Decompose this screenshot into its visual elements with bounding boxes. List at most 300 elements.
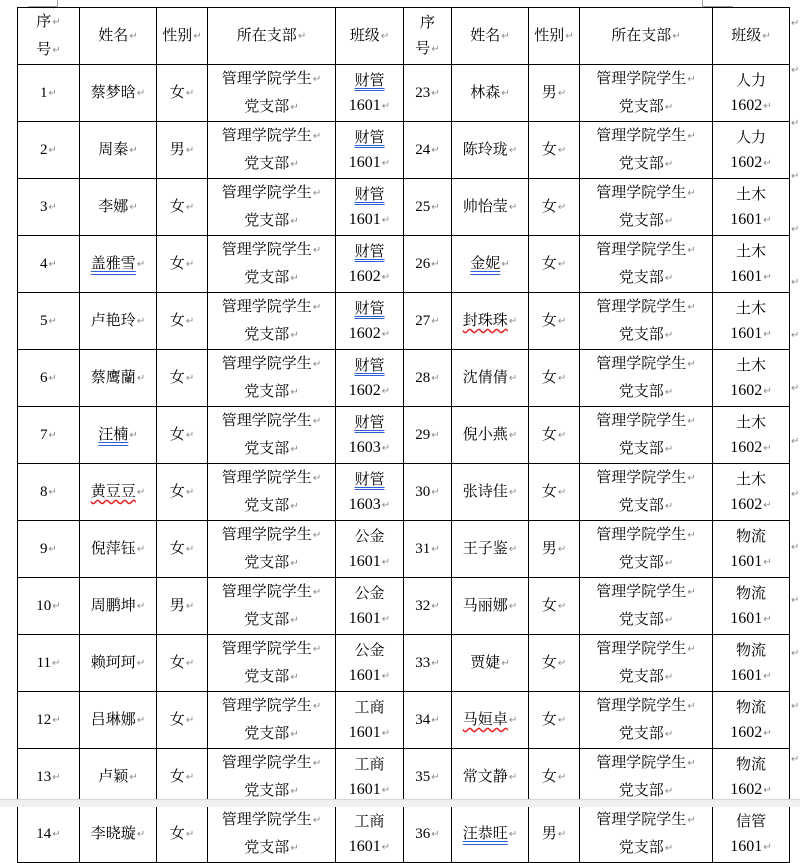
branch-line-2: 党支部 bbox=[618, 838, 664, 856]
header-gender: 性别↵ bbox=[157, 8, 208, 65]
paragraph-mark: ↵ bbox=[290, 501, 299, 512]
cell-name[interactable] bbox=[80, 578, 157, 635]
paragraph-mark: ↵ bbox=[664, 729, 674, 740]
row-end-mark: ↵ bbox=[791, 648, 800, 659]
paragraph-mark: ↵ bbox=[664, 387, 674, 398]
class-number: 1602 bbox=[730, 438, 763, 456]
table-row bbox=[18, 350, 790, 407]
cell-name[interactable] bbox=[452, 407, 529, 464]
cell-name[interactable] bbox=[452, 122, 529, 179]
cell-class[interactable] bbox=[713, 521, 790, 578]
cell-gender[interactable] bbox=[157, 692, 208, 749]
cell-seq[interactable] bbox=[18, 464, 80, 521]
cell-class[interactable] bbox=[336, 350, 404, 407]
paragraph-mark: ↵ bbox=[763, 271, 772, 283]
cell-class[interactable] bbox=[336, 578, 404, 635]
class-number: 1602 bbox=[730, 96, 763, 114]
class-number: 1601 bbox=[348, 153, 381, 171]
cell-name[interactable] bbox=[80, 635, 157, 692]
seq-value: 33 bbox=[415, 654, 431, 671]
cell-seq[interactable] bbox=[18, 350, 80, 407]
cell-branch[interactable] bbox=[208, 236, 336, 293]
cell-name[interactable] bbox=[452, 749, 529, 806]
cell-gender[interactable] bbox=[157, 407, 208, 464]
paragraph-mark: ↵ bbox=[557, 601, 567, 612]
member-name: 黄豆豆 bbox=[90, 482, 136, 500]
cell-seq[interactable] bbox=[18, 749, 80, 806]
paragraph-mark: ↵ bbox=[557, 430, 567, 441]
cell-gender[interactable] bbox=[529, 293, 580, 350]
paragraph-mark: ↵ bbox=[381, 499, 391, 511]
paragraph-mark: ↵ bbox=[763, 385, 772, 397]
cell-class[interactable] bbox=[713, 236, 790, 293]
cell-gender[interactable] bbox=[529, 407, 580, 464]
paragraph-mark: ↵ bbox=[431, 429, 440, 441]
paragraph-mark: ↵ bbox=[48, 543, 57, 555]
member-name: 马丽娜 bbox=[462, 596, 508, 614]
cell-gender[interactable] bbox=[157, 293, 208, 350]
cell-seq[interactable] bbox=[404, 179, 452, 236]
cell-seq[interactable] bbox=[404, 692, 452, 749]
cell-name[interactable] bbox=[452, 692, 529, 749]
cell-class[interactable] bbox=[713, 635, 790, 692]
paragraph-mark: ↵ bbox=[557, 202, 567, 213]
paragraph-mark: ↵ bbox=[431, 315, 440, 327]
cell-class[interactable] bbox=[713, 293, 790, 350]
cell-gender[interactable] bbox=[529, 236, 580, 293]
gender-value: 女 bbox=[169, 311, 185, 329]
paragraph-mark: ↵ bbox=[687, 815, 696, 826]
cell-name[interactable] bbox=[452, 635, 529, 692]
cell-name[interactable] bbox=[80, 293, 157, 350]
cell-gender[interactable] bbox=[529, 692, 580, 749]
row-end-mark: ↵ bbox=[791, 595, 800, 606]
cell-name[interactable] bbox=[452, 464, 529, 521]
cell-gender[interactable] bbox=[157, 464, 208, 521]
cell-seq[interactable] bbox=[404, 350, 452, 407]
branch-line-2: 党支部 bbox=[244, 439, 290, 457]
cell-name[interactable] bbox=[452, 293, 529, 350]
cell-branch[interactable] bbox=[580, 749, 713, 806]
cell-branch[interactable] bbox=[580, 578, 713, 635]
cell-gender[interactable] bbox=[157, 350, 208, 407]
gender-value: 女 bbox=[169, 425, 185, 443]
paragraph-mark: ↵ bbox=[290, 444, 299, 455]
paragraph-mark: ↵ bbox=[312, 131, 322, 142]
paragraph-mark: ↵ bbox=[381, 214, 391, 226]
paragraph-mark: ↵ bbox=[312, 473, 322, 484]
cell-name[interactable] bbox=[452, 236, 529, 293]
cell-gender[interactable] bbox=[529, 464, 580, 521]
branch-line-1: 管理学院学生 bbox=[596, 525, 687, 543]
cell-class[interactable] bbox=[713, 65, 790, 122]
paragraph-mark: ↵ bbox=[431, 372, 440, 384]
cell-gender[interactable] bbox=[157, 521, 208, 578]
cell-gender[interactable] bbox=[157, 122, 208, 179]
cell-seq[interactable] bbox=[18, 65, 80, 122]
cell-class[interactable] bbox=[713, 350, 790, 407]
paragraph-mark: ↵ bbox=[185, 259, 195, 270]
paragraph-mark: ↵ bbox=[312, 188, 322, 199]
class-number: 1602 bbox=[348, 267, 381, 285]
seq-value: 35 bbox=[415, 768, 431, 785]
cell-seq[interactable] bbox=[404, 521, 452, 578]
class-major: 财管 bbox=[354, 241, 385, 260]
cell-name[interactable] bbox=[452, 521, 529, 578]
paragraph-mark: ↵ bbox=[129, 145, 138, 156]
paragraph-mark: ↵ bbox=[290, 558, 299, 569]
cell-gender[interactable] bbox=[529, 122, 580, 179]
header-class: 班级↵ bbox=[336, 8, 404, 65]
cell-class[interactable] bbox=[336, 65, 404, 122]
cell-gender[interactable] bbox=[529, 65, 580, 122]
cell-seq[interactable] bbox=[404, 236, 452, 293]
cell-gender[interactable] bbox=[529, 179, 580, 236]
paragraph-mark: ↵ bbox=[557, 88, 567, 99]
paragraph-mark: ↵ bbox=[763, 670, 772, 682]
page-corner-mark-right bbox=[702, 0, 733, 7]
branch-line-2: 党支部 bbox=[244, 268, 290, 286]
cell-branch[interactable] bbox=[580, 236, 713, 293]
seq-value: 26 bbox=[415, 255, 431, 272]
branch-line-1: 管理学院学生 bbox=[596, 753, 687, 771]
paragraph-mark: ↵ bbox=[48, 144, 57, 156]
cell-name[interactable] bbox=[80, 464, 157, 521]
paragraph-mark: ↵ bbox=[664, 672, 674, 683]
cell-class[interactable] bbox=[336, 293, 404, 350]
seq-value: 11 bbox=[36, 654, 52, 671]
branch-line-1: 管理学院学生 bbox=[221, 126, 312, 144]
paragraph-mark: ↵ bbox=[48, 486, 57, 498]
member-name: 李娜 bbox=[98, 197, 129, 215]
cell-name[interactable] bbox=[80, 179, 157, 236]
cell-class[interactable] bbox=[336, 407, 404, 464]
cell-name[interactable] bbox=[80, 692, 157, 749]
cell-class[interactable] bbox=[713, 179, 790, 236]
class-number: 1601 bbox=[348, 552, 381, 570]
table-row bbox=[18, 749, 790, 806]
cell-name[interactable] bbox=[80, 350, 157, 407]
cell-gender[interactable] bbox=[157, 806, 208, 863]
class-number: 1602 bbox=[730, 153, 763, 171]
branch-line-2: 党支部 bbox=[244, 325, 290, 343]
cell-branch[interactable] bbox=[580, 806, 713, 863]
cell-class[interactable] bbox=[713, 692, 790, 749]
cell-class[interactable] bbox=[336, 464, 404, 521]
cell-class[interactable] bbox=[713, 749, 790, 806]
class-number: 1603 bbox=[348, 438, 381, 456]
class-number: 1602 bbox=[730, 495, 763, 513]
cell-seq[interactable] bbox=[18, 179, 80, 236]
cell-name[interactable] bbox=[452, 806, 529, 863]
branch-line-2: 党支部 bbox=[618, 667, 664, 685]
paragraph-mark: ↵ bbox=[557, 829, 567, 840]
cell-branch[interactable] bbox=[580, 293, 713, 350]
paragraph-mark: ↵ bbox=[557, 544, 567, 555]
cell-name[interactable] bbox=[452, 65, 529, 122]
cell-gender[interactable] bbox=[529, 749, 580, 806]
header-class-2: 班级↵ bbox=[713, 8, 790, 65]
paragraph-mark: ↵ bbox=[136, 373, 146, 384]
cell-branch[interactable] bbox=[208, 350, 336, 407]
cell-seq[interactable] bbox=[404, 407, 452, 464]
paragraph-mark: ↵ bbox=[129, 202, 138, 213]
cell-branch[interactable] bbox=[580, 692, 713, 749]
cell-name[interactable] bbox=[80, 749, 157, 806]
gender-value: 女 bbox=[541, 710, 557, 728]
cell-seq[interactable] bbox=[404, 293, 452, 350]
cell-name[interactable] bbox=[80, 65, 157, 122]
cell-branch[interactable] bbox=[208, 407, 336, 464]
paragraph-mark: ↵ bbox=[687, 245, 696, 256]
paragraph-mark: ↵ bbox=[381, 442, 391, 454]
branch-line-2: 党支部 bbox=[618, 211, 664, 229]
branch-line-1: 管理学院学生 bbox=[221, 297, 312, 315]
cell-seq[interactable] bbox=[404, 749, 452, 806]
paragraph-mark: ↵ bbox=[431, 714, 440, 726]
cell-name[interactable] bbox=[452, 350, 529, 407]
branch-line-1: 管理学院学生 bbox=[596, 639, 687, 657]
header-gender-2: 性别↵ bbox=[529, 8, 580, 65]
paragraph-mark: ↵ bbox=[185, 145, 195, 156]
cell-branch[interactable] bbox=[208, 521, 336, 578]
cell-seq[interactable] bbox=[18, 407, 80, 464]
paragraph-mark: ↵ bbox=[508, 373, 518, 384]
paragraph-mark: ↵ bbox=[664, 102, 674, 113]
cell-seq[interactable] bbox=[404, 65, 452, 122]
paragraph-mark: ↵ bbox=[431, 771, 440, 783]
cell-class[interactable] bbox=[713, 122, 790, 179]
cell-gender[interactable] bbox=[157, 749, 208, 806]
cell-class[interactable] bbox=[336, 806, 404, 863]
cell-seq[interactable] bbox=[18, 806, 80, 863]
paragraph-mark: ↵ bbox=[381, 556, 391, 568]
cell-branch[interactable] bbox=[580, 65, 713, 122]
cell-branch[interactable] bbox=[580, 635, 713, 692]
cell-class[interactable] bbox=[336, 179, 404, 236]
cell-seq[interactable] bbox=[18, 635, 80, 692]
paragraph-mark: ↵ bbox=[763, 613, 772, 625]
paragraph-mark: ↵ bbox=[508, 772, 518, 783]
cell-class[interactable] bbox=[713, 578, 790, 635]
cell-branch[interactable] bbox=[208, 635, 336, 692]
cell-gender[interactable] bbox=[529, 806, 580, 863]
branch-line-2: 党支部 bbox=[618, 97, 664, 115]
cell-gender[interactable] bbox=[157, 236, 208, 293]
cell-gender[interactable] bbox=[157, 578, 208, 635]
row-end-mark: ↵ bbox=[791, 542, 800, 553]
cell-name[interactable] bbox=[80, 407, 157, 464]
paragraph-mark: ↵ bbox=[431, 144, 440, 156]
gender-value: 女 bbox=[541, 368, 557, 386]
paragraph-mark: ↵ bbox=[136, 88, 146, 99]
cell-name[interactable] bbox=[80, 122, 157, 179]
cell-branch[interactable] bbox=[580, 122, 713, 179]
cell-class[interactable] bbox=[713, 806, 790, 863]
cell-seq[interactable] bbox=[404, 635, 452, 692]
cell-class[interactable] bbox=[336, 236, 404, 293]
class-major: 公金 bbox=[354, 640, 385, 659]
branch-line-1: 管理学院学生 bbox=[221, 582, 312, 600]
paragraph-mark: ↵ bbox=[48, 315, 57, 327]
paragraph-mark: ↵ bbox=[763, 841, 772, 853]
paragraph-mark: ↵ bbox=[290, 387, 299, 398]
cell-name[interactable] bbox=[80, 521, 157, 578]
cell-branch[interactable] bbox=[208, 464, 336, 521]
paragraph-mark: ↵ bbox=[508, 430, 518, 441]
paragraph-mark: ↵ bbox=[508, 829, 518, 840]
branch-line-2: 党支部 bbox=[618, 553, 664, 571]
cell-gender[interactable] bbox=[529, 350, 580, 407]
gender-value: 女 bbox=[169, 767, 185, 785]
paragraph-mark: ↵ bbox=[48, 429, 57, 441]
cell-class[interactable] bbox=[336, 521, 404, 578]
row-end-mark: ↵ bbox=[791, 171, 800, 182]
member-name: 吕琳娜 bbox=[90, 710, 136, 728]
cell-seq[interactable] bbox=[18, 122, 80, 179]
branch-line-2: 党支部 bbox=[244, 724, 290, 742]
branch-line-1: 管理学院学生 bbox=[596, 354, 687, 372]
row-end-mark: ↵ bbox=[791, 18, 800, 29]
paragraph-mark: ↵ bbox=[687, 758, 696, 769]
paragraph-mark: ↵ bbox=[687, 302, 696, 313]
cell-branch[interactable] bbox=[208, 692, 336, 749]
cell-branch[interactable] bbox=[208, 806, 336, 863]
branch-line-1: 管理学院学生 bbox=[221, 468, 312, 486]
class-number: 1601 bbox=[348, 723, 381, 741]
cell-name[interactable] bbox=[452, 578, 529, 635]
cell-branch[interactable] bbox=[208, 179, 336, 236]
header-seq-2: 序 号↵ bbox=[404, 8, 452, 65]
seq-value: 2 bbox=[40, 141, 48, 158]
paragraph-mark: ↵ bbox=[381, 727, 391, 739]
cell-gender[interactable] bbox=[157, 179, 208, 236]
class-major: 公金 bbox=[354, 526, 385, 545]
paragraph-mark: ↵ bbox=[763, 100, 772, 112]
cell-gender[interactable] bbox=[529, 578, 580, 635]
paragraph-mark: ↵ bbox=[687, 473, 696, 484]
cell-seq[interactable] bbox=[404, 122, 452, 179]
paragraph-mark: ↵ bbox=[48, 201, 57, 213]
cell-branch[interactable] bbox=[580, 179, 713, 236]
paragraph-mark: ↵ bbox=[290, 729, 299, 740]
cell-class[interactable] bbox=[336, 692, 404, 749]
seq-value: 6 bbox=[40, 369, 48, 386]
cell-class[interactable] bbox=[336, 635, 404, 692]
cell-class[interactable] bbox=[336, 749, 404, 806]
cell-gender[interactable] bbox=[529, 521, 580, 578]
branch-line-2: 党支部 bbox=[618, 382, 664, 400]
paragraph-mark: ↵ bbox=[687, 416, 696, 427]
cell-branch[interactable] bbox=[580, 521, 713, 578]
cell-seq[interactable] bbox=[18, 521, 80, 578]
seq-value: 34 bbox=[415, 711, 431, 728]
seq-value: 31 bbox=[415, 540, 431, 557]
cell-seq[interactable] bbox=[18, 236, 80, 293]
gender-value: 男 bbox=[541, 539, 557, 557]
cell-seq[interactable] bbox=[18, 293, 80, 350]
branch-line-1: 管理学院学生 bbox=[221, 525, 312, 543]
paragraph-mark: ↵ bbox=[290, 615, 299, 626]
cell-branch[interactable] bbox=[580, 407, 713, 464]
paragraph-mark: ↵ bbox=[431, 258, 440, 270]
table-row bbox=[18, 65, 790, 122]
paragraph-mark: ↵ bbox=[185, 430, 195, 441]
paragraph-mark: ↵ bbox=[136, 487, 146, 498]
cell-branch[interactable] bbox=[208, 65, 336, 122]
cell-gender[interactable] bbox=[157, 65, 208, 122]
branch-line-2: 党支部 bbox=[618, 268, 664, 286]
cell-branch[interactable] bbox=[208, 122, 336, 179]
paragraph-mark: ↵ bbox=[312, 302, 322, 313]
cell-branch[interactable] bbox=[208, 749, 336, 806]
cell-gender[interactable] bbox=[529, 635, 580, 692]
paragraph-mark: ↵ bbox=[381, 100, 391, 112]
paragraph-mark: ↵ bbox=[185, 772, 195, 783]
cell-seq[interactable] bbox=[404, 806, 452, 863]
cell-class[interactable] bbox=[713, 464, 790, 521]
cell-branch[interactable] bbox=[208, 293, 336, 350]
cell-branch[interactable] bbox=[580, 350, 713, 407]
paragraph-mark: ↵ bbox=[290, 672, 299, 683]
branch-line-1: 管理学院学生 bbox=[221, 183, 312, 201]
class-number: 1602 bbox=[730, 381, 763, 399]
paragraph-mark: ↵ bbox=[312, 758, 322, 769]
paragraph-mark: ↵ bbox=[431, 87, 440, 99]
paragraph-mark: ↵ bbox=[381, 271, 391, 283]
cell-class[interactable] bbox=[336, 122, 404, 179]
paragraph-mark: ↵ bbox=[508, 145, 518, 156]
class-number: 1601 bbox=[348, 210, 381, 228]
class-number: 1601 bbox=[730, 210, 763, 228]
seq-value: 24 bbox=[415, 141, 431, 158]
class-major: 财管 bbox=[354, 298, 385, 317]
paragraph-mark: ↵ bbox=[664, 501, 674, 512]
paragraph-mark: ↵ bbox=[312, 530, 322, 541]
cell-seq[interactable] bbox=[404, 464, 452, 521]
paragraph-mark: ↵ bbox=[136, 715, 146, 726]
gender-value: 女 bbox=[169, 824, 185, 842]
paragraph-mark: ↵ bbox=[664, 843, 674, 854]
branch-line-2: 党支部 bbox=[618, 724, 664, 742]
class-major: 物流 bbox=[735, 754, 766, 773]
cell-name[interactable] bbox=[452, 179, 529, 236]
class-major: 物流 bbox=[735, 640, 766, 659]
branch-line-2: 党支部 bbox=[618, 610, 664, 628]
paragraph-mark: ↵ bbox=[501, 658, 510, 669]
cell-branch[interactable] bbox=[208, 578, 336, 635]
paragraph-mark: ↵ bbox=[290, 273, 299, 284]
member-name: 盖雅雪 bbox=[90, 254, 136, 272]
cell-seq[interactable] bbox=[18, 692, 80, 749]
branch-line-1: 管理学院学生 bbox=[221, 810, 312, 828]
branch-line-2: 党支部 bbox=[618, 325, 664, 343]
cell-gender[interactable] bbox=[157, 635, 208, 692]
cell-seq[interactable] bbox=[404, 578, 452, 635]
cell-seq[interactable] bbox=[18, 578, 80, 635]
branch-line-1: 管理学院学生 bbox=[596, 183, 687, 201]
class-number: 1601 bbox=[730, 324, 763, 342]
paragraph-mark: ↵ bbox=[290, 216, 299, 227]
seq-value: 27 bbox=[415, 312, 431, 329]
branch-line-1: 管理学院学生 bbox=[596, 696, 687, 714]
header-name: 姓名↵ bbox=[80, 8, 157, 65]
cell-name[interactable] bbox=[80, 806, 157, 863]
header-branch-2: 所在支部↵ bbox=[580, 8, 713, 65]
cell-name[interactable] bbox=[80, 236, 157, 293]
cell-branch[interactable] bbox=[580, 464, 713, 521]
cell-class[interactable] bbox=[713, 407, 790, 464]
